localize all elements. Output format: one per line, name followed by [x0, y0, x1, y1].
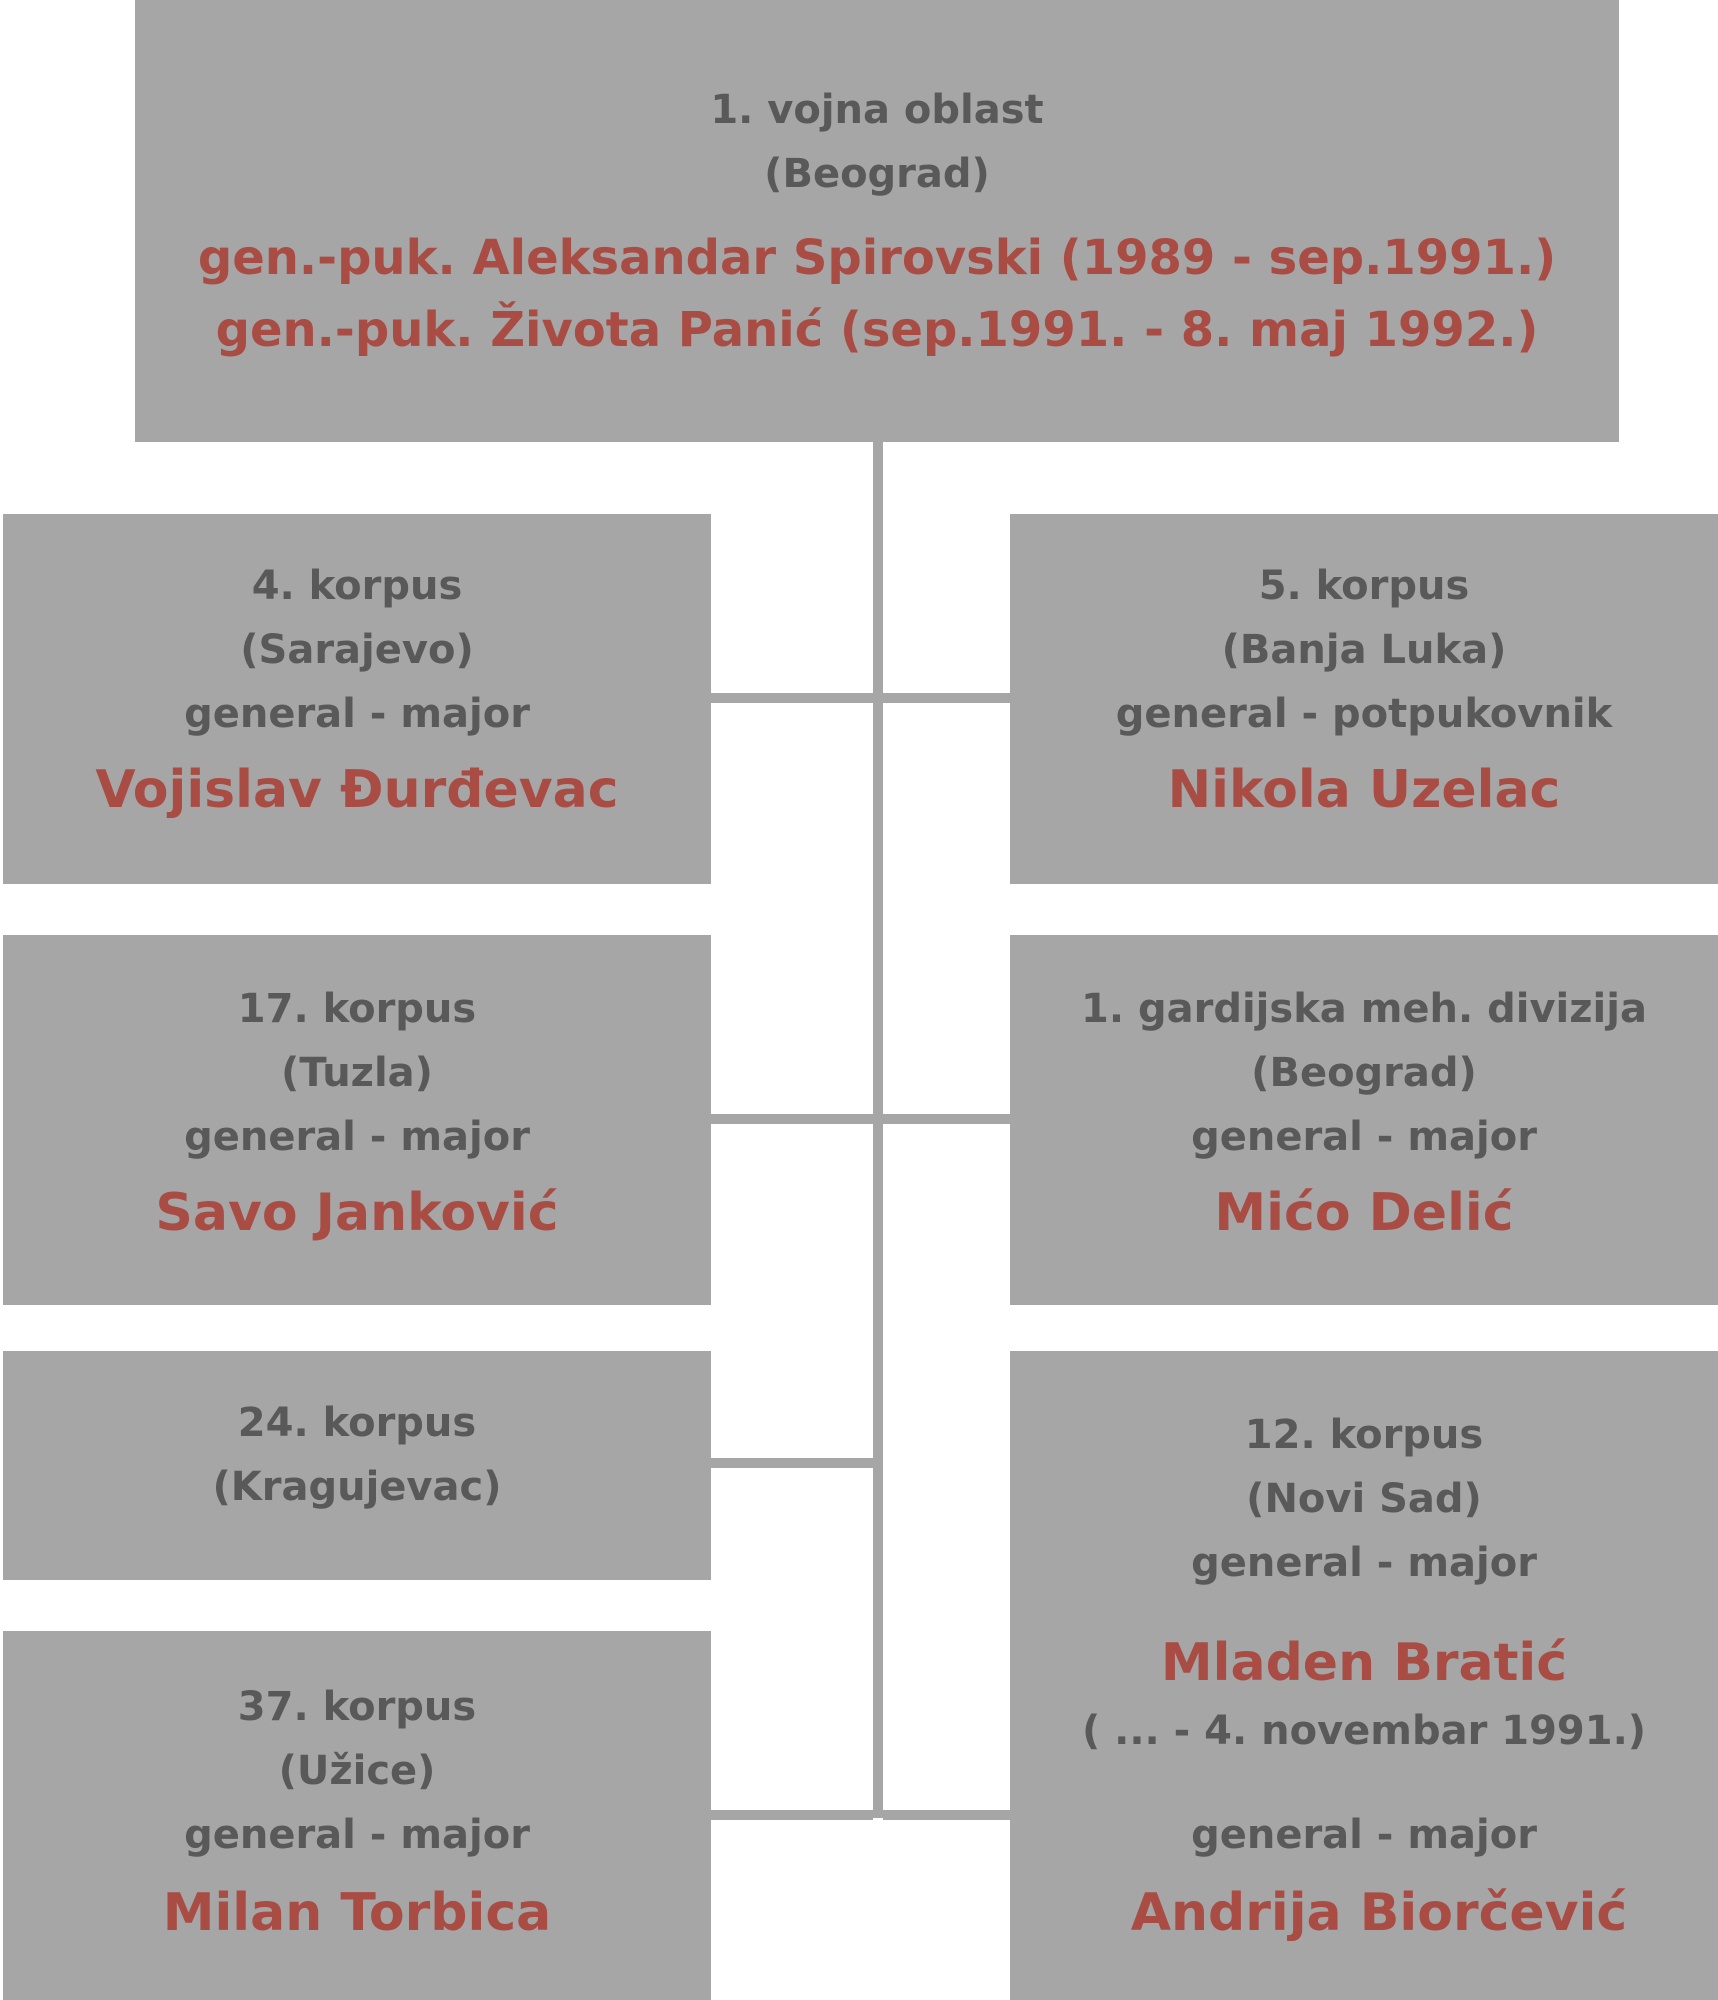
hq-seat: (Beograd)	[764, 151, 990, 197]
trunk-line	[873, 442, 883, 1818]
gmd1-box	[1010, 935, 1718, 1305]
k12-commander: Mladen Bratić	[1160, 1633, 1568, 1693]
k4-box	[3, 514, 711, 884]
hq-commander-1: gen.-puk. Aleksandar Spirovski (1989 - sep.1991.)	[197, 230, 1557, 286]
k5-rank: general - potpukovnik	[1115, 691, 1613, 737]
k4-commander: Vojislav Đurđevac	[95, 760, 619, 820]
k37-rank: general - major	[184, 1812, 530, 1858]
k12-unit: 12. korpus	[1244, 1412, 1484, 1458]
k5-seat: (Banja Luka)	[1221, 627, 1507, 673]
k37-box	[3, 1631, 711, 2000]
k24-box	[3, 1351, 711, 1580]
k12-rank: general - major	[1191, 1540, 1537, 1586]
k12-rank-2: general - major	[1191, 1812, 1537, 1858]
k37-commander: Milan Torbica	[162, 1883, 552, 1943]
k12-term: ( ... - 4. novembar 1991.)	[1081, 1708, 1647, 1754]
connector-k4	[710, 693, 873, 703]
k17-seat: (Tuzla)	[281, 1050, 433, 1096]
k4-seat: (Sarajevo)	[240, 627, 474, 673]
k12-seat: (Novi Sad)	[1246, 1476, 1482, 1522]
k5-box	[1010, 514, 1718, 884]
k17-commander: Savo Janković	[155, 1183, 559, 1243]
k4-rank: general - major	[184, 691, 530, 737]
k12-box	[1010, 1351, 1718, 2000]
k17-rank: general - major	[184, 1114, 530, 1160]
k24-seat: (Kragujevac)	[212, 1464, 502, 1510]
hq-commander-2: gen.-puk. Života Panić (sep.1991. - 8. maj 1992.)	[215, 302, 1539, 358]
gmd1-rank: general - major	[1191, 1114, 1537, 1160]
connector-k12	[883, 1810, 1010, 1820]
k12-commander-2: Andrija Biorčević	[1130, 1883, 1628, 1943]
connector-k5	[883, 693, 1010, 703]
hq-box	[135, 0, 1619, 442]
gmd1-seat: (Beograd)	[1251, 1050, 1477, 1096]
k5-commander: Nikola Uzelac	[1167, 760, 1561, 820]
connector-k24	[710, 1458, 873, 1468]
k4-unit: 4. korpus	[251, 563, 463, 609]
k37-unit: 37. korpus	[237, 1684, 477, 1730]
k5-unit: 5. korpus	[1258, 563, 1470, 609]
k17-unit: 17. korpus	[237, 986, 477, 1032]
k37-seat: (Užice)	[278, 1748, 436, 1794]
hq-unit: 1. vojna oblast	[710, 87, 1044, 133]
connector-k37	[710, 1810, 873, 1820]
gmd1-unit: 1. gardijska meh. divizija	[1081, 986, 1647, 1032]
gmd1-commander: Mićo Delić	[1214, 1183, 1514, 1243]
k17-box	[3, 935, 711, 1305]
connector-gmd1	[883, 1114, 1010, 1124]
connector-k17	[710, 1114, 873, 1124]
k24-unit: 24. korpus	[237, 1400, 477, 1446]
